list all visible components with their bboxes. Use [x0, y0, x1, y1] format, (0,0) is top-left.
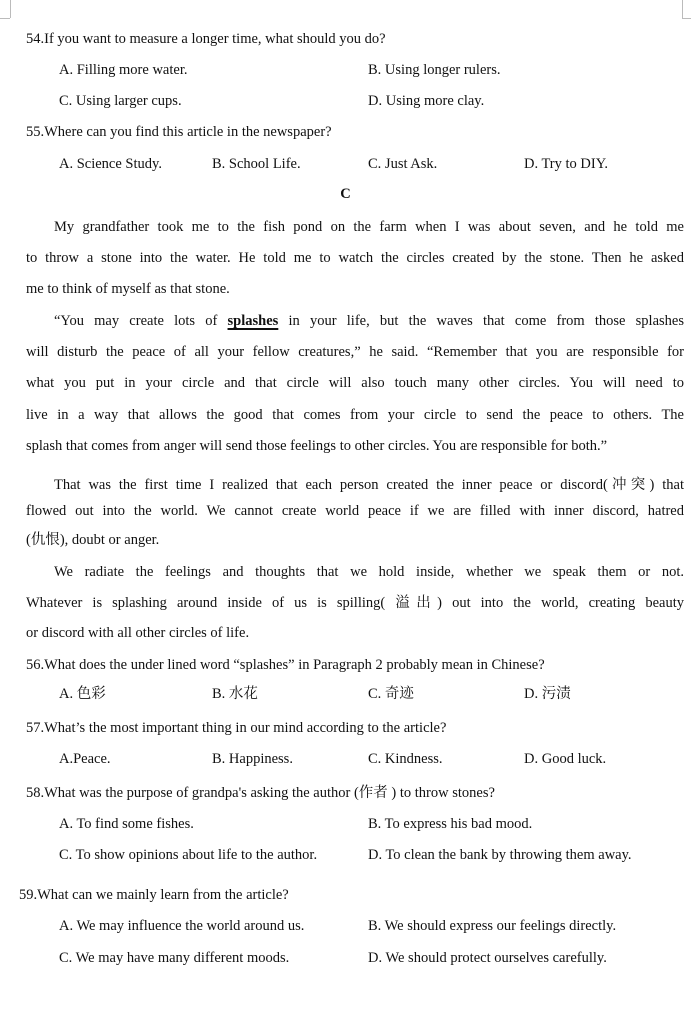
passage-line: what you put in your circle and that circle will also touch many other circles. You will need to — [26, 375, 684, 391]
question-55: 55.Where can you find this article in the newspaper? — [26, 124, 332, 140]
q54-option-c: C. Using larger cups. — [59, 93, 182, 109]
q56-option-a: A. 色彩 — [59, 686, 106, 702]
q57-option-c: C. Kindness. — [368, 751, 443, 767]
q59-option-b: B. We should express our feelings directly. — [368, 918, 617, 934]
passage-line: Whatever is splashing around inside of us is spilling( 溢出) out into the world, creating beauty — [26, 595, 684, 611]
q56-option-d: D. 污渍 — [524, 686, 571, 702]
underlined-word: splashes — [227, 313, 279, 329]
passage-text: in your life, but the waves that come from those splashes — [288, 313, 684, 329]
q56-option-c: C. 奇迹 — [368, 686, 414, 702]
question-58: 58.What was the purpose of grandpa's asking the author (作者 ) to throw stones? — [26, 785, 495, 801]
q55-option-b: B. School Life. — [212, 156, 301, 172]
q54-option-d: D. Using more clay. — [368, 93, 485, 109]
passage-line: to throw a stone into the water. He told me to watch the circles created by the stone. Then he asked — [26, 250, 684, 266]
passage-line: me to think of myself as that stone. — [26, 281, 230, 297]
passage-line: flowed out into the world. We cannot create world peace if we are filled with inner discord, hatred — [26, 503, 684, 519]
q55-option-c: C. Just Ask. — [368, 156, 438, 172]
q58-option-d: D. To clean the bank by throwing them away. — [368, 847, 632, 863]
passage-line: live in a way that allows the good that comes from your circle to send the peace to others. The — [26, 407, 684, 423]
passage-text: “You may create lots of — [54, 313, 218, 329]
q56-option-b: B. 水花 — [212, 686, 258, 702]
passage-line: We radiate the feelings and thoughts that we hold inside, whether we speak them or not. — [54, 564, 684, 580]
question-57: 57.What’s the most important thing in our mind according to the article? — [26, 720, 447, 736]
q55-option-d: D. Try to DIY. — [524, 156, 608, 172]
page-corner-mark — [10, 0, 11, 18]
question-54: 54.If you want to measure a longer time, what should you do? — [26, 31, 386, 47]
passage-line: will disturb the peace of all your fellow creatures,” he said. “Remember that you are responsible for — [26, 344, 684, 360]
q54-option-a: A. Filling more water. — [59, 62, 188, 78]
q54-option-b: B. Using longer rulers. — [368, 62, 501, 78]
question-56: 56.What does the under lined word “splashes” in Paragraph 2 probably mean in Chinese? — [26, 657, 545, 673]
q57-option-a: A.Peace. — [59, 751, 111, 767]
q59-option-d: D. We should protect ourselves carefully. — [368, 950, 607, 966]
q58-option-b: B. To express his bad mood. — [368, 816, 533, 832]
q59-option-a: A. We may influence the world around us. — [59, 918, 305, 934]
page-corner-mark — [682, 18, 691, 19]
q57-option-d: D. Good luck. — [524, 751, 607, 767]
page-corner-mark — [0, 18, 10, 19]
page-corner-mark — [682, 0, 683, 18]
q57-option-b: B. Happiness. — [212, 751, 293, 767]
q58-option-a: A. To find some fishes. — [59, 816, 194, 832]
passage-line: That was the first time I realized that each person created the inner peace or discord(冲突) that — [54, 477, 684, 493]
q59-option-c: C. We may have many different moods. — [59, 950, 290, 966]
section-heading: C — [340, 186, 351, 202]
passage-line: splash that comes from anger will send those feelings to other circles. You are responsible for both.” — [26, 438, 608, 454]
question-59: 59.What can we mainly learn from the article? — [19, 887, 289, 903]
passage-line: or discord with all other circles of life. — [26, 625, 250, 641]
passage-line: My grandfather took me to the fish pond on the farm when I was about seven, and he told me — [54, 219, 684, 235]
q58-option-c: C. To show opinions about life to the author. — [59, 847, 318, 863]
passage-line: (仇恨), doubt or anger. — [26, 532, 160, 548]
q55-option-a: A. Science Study. — [59, 156, 162, 172]
passage-line — [54, 313, 684, 330]
